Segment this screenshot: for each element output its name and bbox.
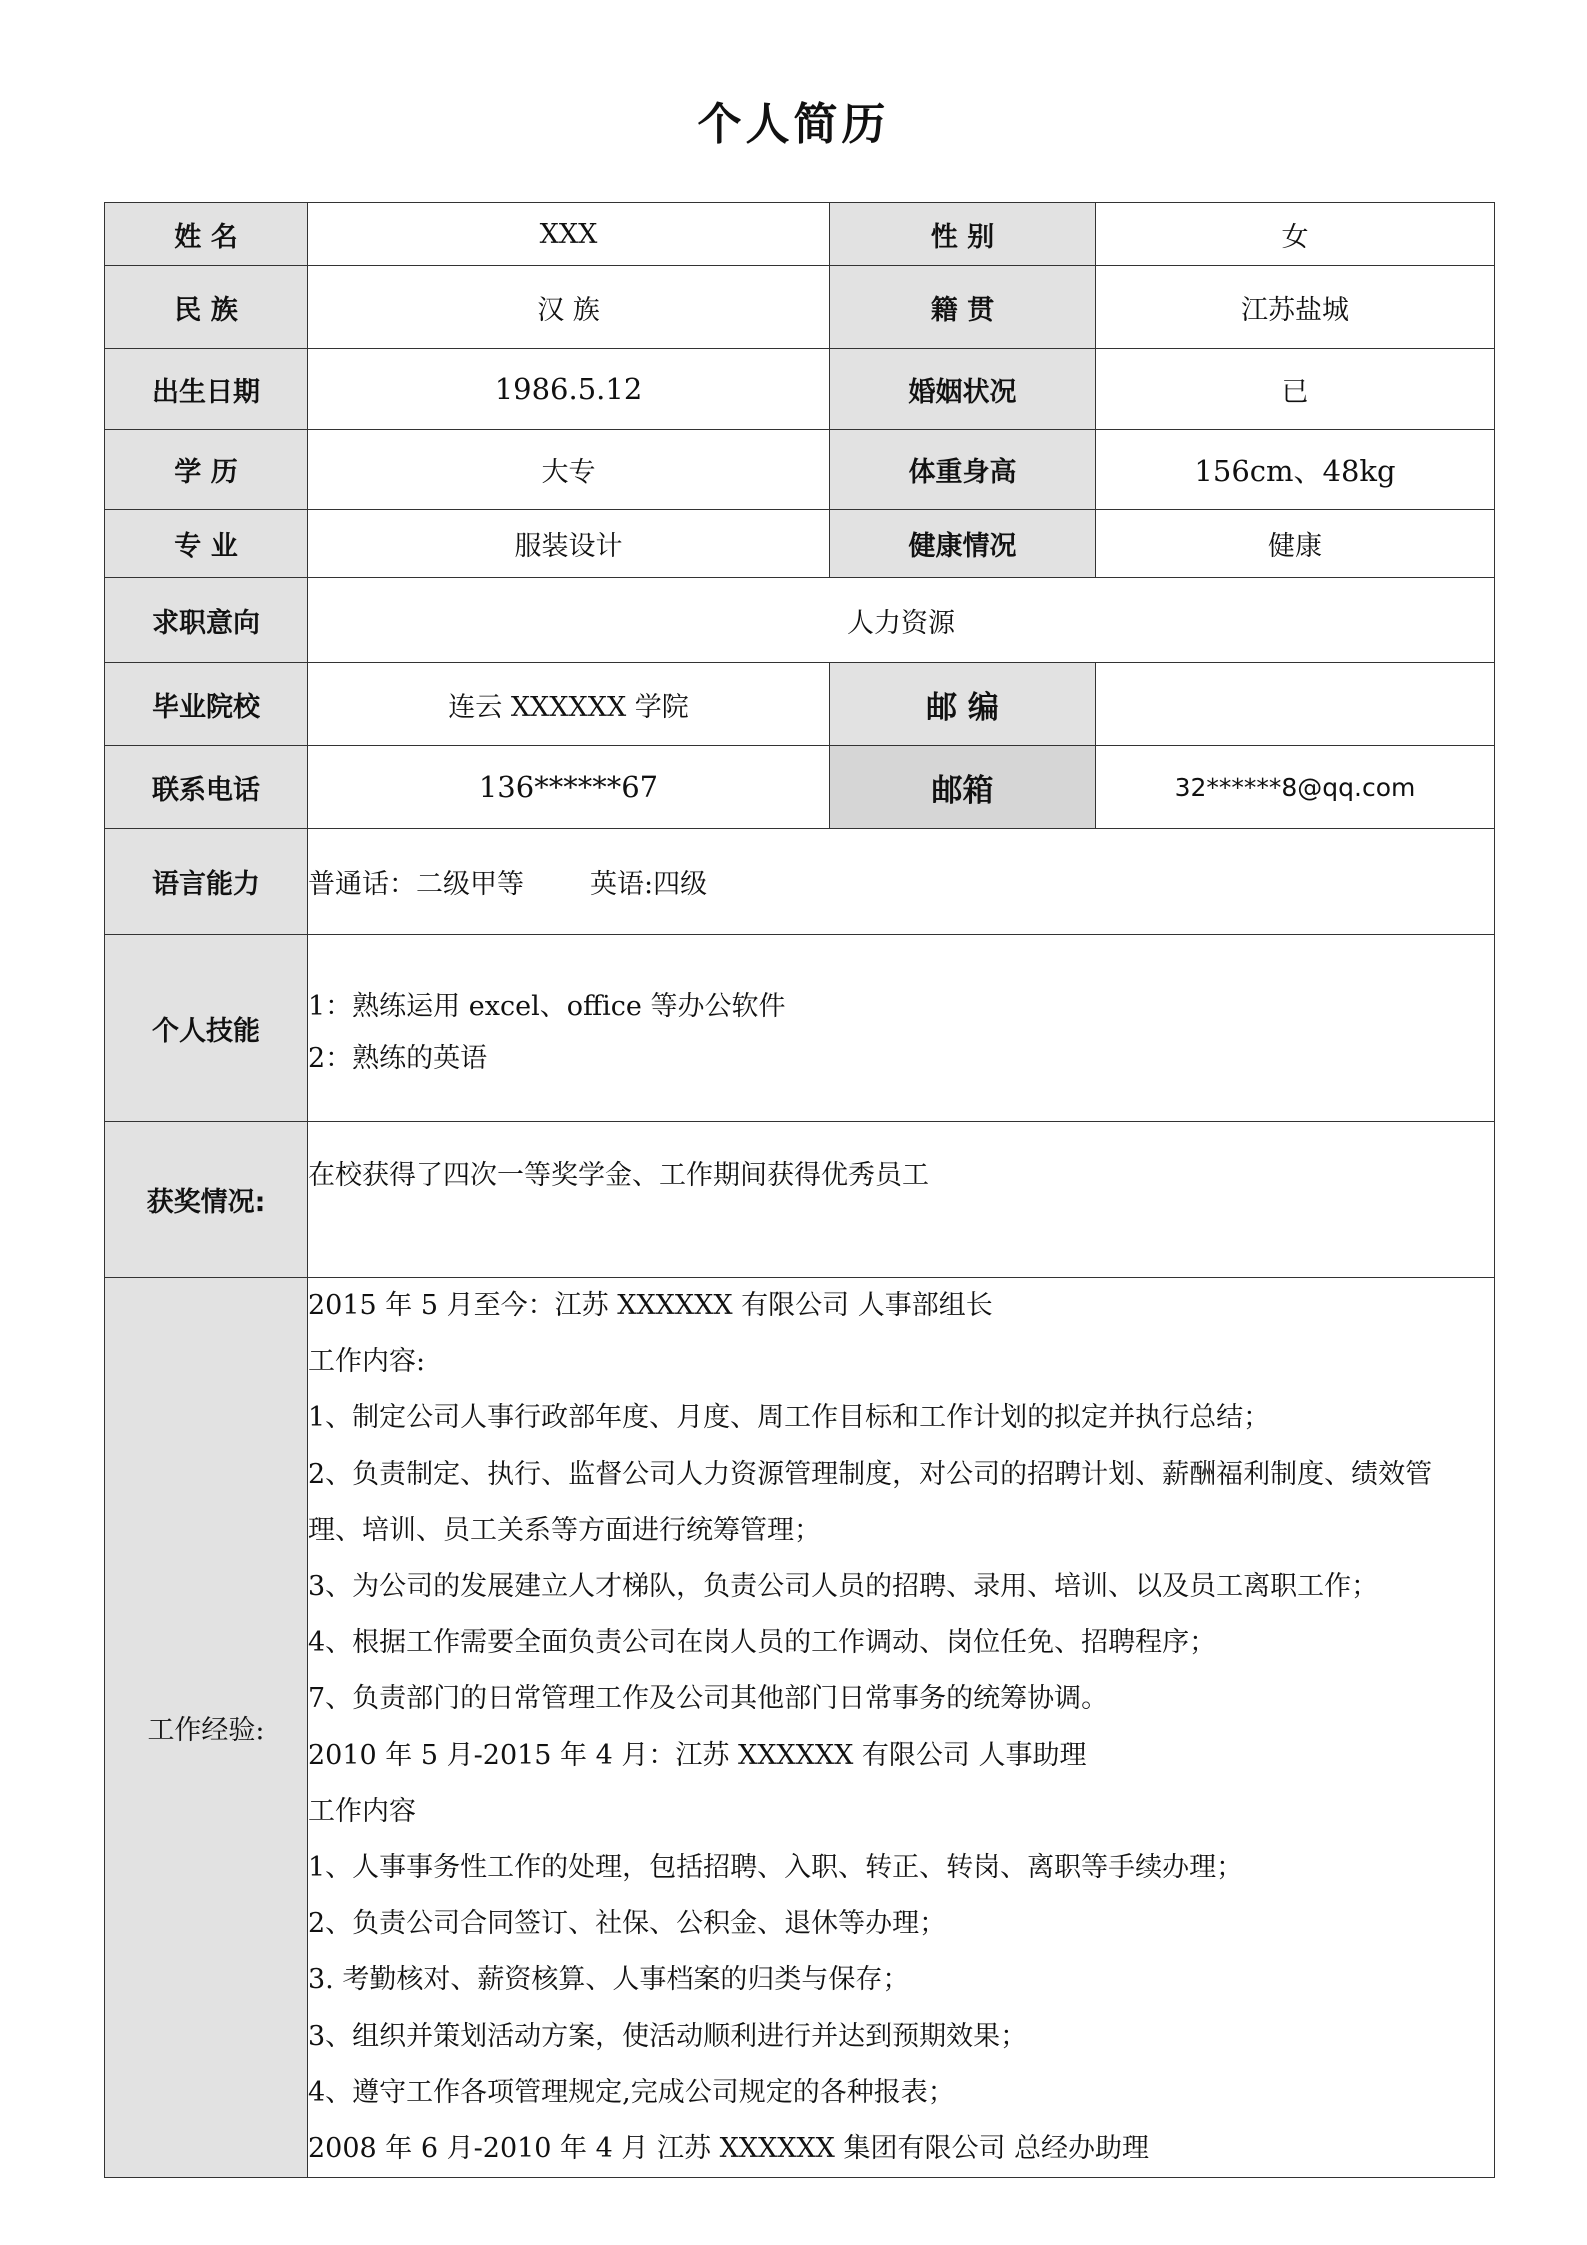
work-line: 2015 年 5 月至今：江苏 XXXXXX 有限公司 人事部组长 — [308, 1290, 993, 1321]
work-line: 工作内容: — [308, 1346, 426, 1378]
page-title: 个人简历 — [697, 99, 890, 150]
skills-label: 个人技能 — [105, 935, 308, 1122]
job-intent-label: 求职意向 — [105, 578, 308, 663]
awards-text: 在校获得了四次一等奖学金、工作期间获得优秀员工 — [308, 1160, 929, 1191]
row-major-health — [105, 510, 1495, 578]
work-line: 3、组织并策划活动方案，使活动顺利进行并达到预期效果； — [308, 2020, 1028, 2052]
row-phone-email — [105, 746, 1495, 829]
row-school-postcode — [105, 663, 1495, 746]
weight-height-value: 156cm、48kg — [1096, 430, 1495, 510]
postcode-value — [1096, 663, 1495, 746]
awards-value — [308, 1122, 1495, 1278]
work-line: 理、培训、员工关系等方面进行统筹管理； — [308, 1514, 821, 1546]
job-intent-value: 人力资源 — [308, 578, 1495, 663]
row-awards — [105, 1122, 1495, 1278]
language-label: 语言能力 — [105, 829, 308, 935]
work-line: 4、根据工作需要全面负责公司在岗人员的工作调动、岗位任免、招聘程序； — [308, 1627, 1217, 1659]
row-ethnicity-native — [105, 266, 1495, 349]
resume-table — [104, 202, 1495, 2178]
phone-value: 136******67 — [308, 746, 830, 829]
phone-label: 联系电话 — [105, 746, 308, 829]
education-label: 学 历 — [105, 430, 308, 510]
ethnicity-label: 民 族 — [105, 266, 308, 349]
postcode-label: 邮 编 — [830, 663, 1096, 746]
work-label: 工作经验: — [105, 1278, 308, 2178]
row-job-intent — [105, 578, 1495, 663]
gender-label: 性 别 — [830, 203, 1096, 266]
birth-date-label: 出生日期 — [105, 349, 308, 430]
work-line: 2、负责公司合同签订、社保、公积金、退休等办理； — [308, 1908, 947, 1940]
school-label: 毕业院校 — [105, 663, 308, 746]
english-level: 英语:四级 — [590, 869, 708, 900]
row-education-body — [105, 430, 1495, 510]
row-name-gender — [105, 203, 1495, 266]
work-line: 2010 年 5 月-2015 年 4 月：江苏 XXXXXX 有限公司 人事助理 — [308, 1739, 1087, 1771]
skill-item: 1：熟练运用 excel、office 等办公软件 — [308, 991, 786, 1022]
work-line: 2、负责制定、执行、监督公司人力资源管理制度，对公司的招聘计划、薪酬福利制度、绩效管 — [308, 1458, 1433, 1490]
native-place-value: 江苏盐城 — [1096, 266, 1495, 349]
birth-date-value: 1986.5.12 — [308, 349, 830, 430]
language-value — [308, 829, 1495, 935]
row-work-experience — [105, 1278, 1495, 2178]
native-place-label: 籍 贯 — [830, 266, 1096, 349]
row-skills — [105, 935, 1495, 1122]
work-line: 7、负责部门的日常管理工作及公司其他部门日常事务的统筹协调。 — [308, 1683, 1109, 1715]
health-label: 健康情况 — [830, 510, 1096, 578]
skill-item: 2：熟练的英语 — [308, 1043, 488, 1074]
health-value: 健康 — [1096, 510, 1495, 578]
education-value: 大专 — [308, 430, 830, 510]
row-language — [105, 829, 1495, 935]
name-label: 姓 名 — [105, 203, 308, 266]
skills-value — [308, 935, 1495, 1122]
work-line: 1、人事事务性工作的处理，包括招聘、入职、转正、转岗、离职等手续办理； — [308, 1852, 1244, 1884]
work-line: 3、为公司的发展建立人才梯队，负责公司人员的招聘、录用、培训、以及员工离职工作； — [308, 1571, 1379, 1603]
awards-label: 获奖情况: — [105, 1122, 308, 1278]
school-value: 连云 XXXXXX 学院 — [308, 663, 830, 746]
row-birth-marital — [105, 349, 1495, 430]
work-line: 2008 年 6 月-2010 年 4 月 江苏 XXXXXX 集团有限公司 总经办助理 — [308, 2133, 1150, 2165]
weight-height-label: 体重身高 — [830, 430, 1096, 510]
major-value: 服装设计 — [308, 510, 830, 578]
work-value — [308, 1278, 1495, 2178]
work-line: 1、制定公司人事行政部年度、月度、周工作目标和工作计划的拟定并执行总结； — [308, 1402, 1271, 1434]
marital-status-label: 婚姻状况 — [830, 349, 1096, 430]
ethnicity-value: 汉 族 — [308, 266, 830, 349]
work-line: 3. 考勤核对、薪资核算、人事档案的归类与保存； — [308, 1964, 910, 1996]
gender-value: 女 — [1096, 203, 1495, 266]
work-line: 工作内容 — [308, 1795, 416, 1827]
major-label: 专 业 — [105, 510, 308, 578]
marital-status-value: 已 — [1096, 349, 1495, 430]
name-value: XXX — [308, 203, 830, 266]
work-line: 4、遵守工作各项管理规定,完成公司规定的各种报表； — [308, 2076, 955, 2108]
mandarin-level: 普通话：二级甲等 — [308, 869, 524, 900]
email-label: 邮箱 — [830, 746, 1096, 829]
email-value: 32******8@qq.com — [1096, 746, 1495, 829]
